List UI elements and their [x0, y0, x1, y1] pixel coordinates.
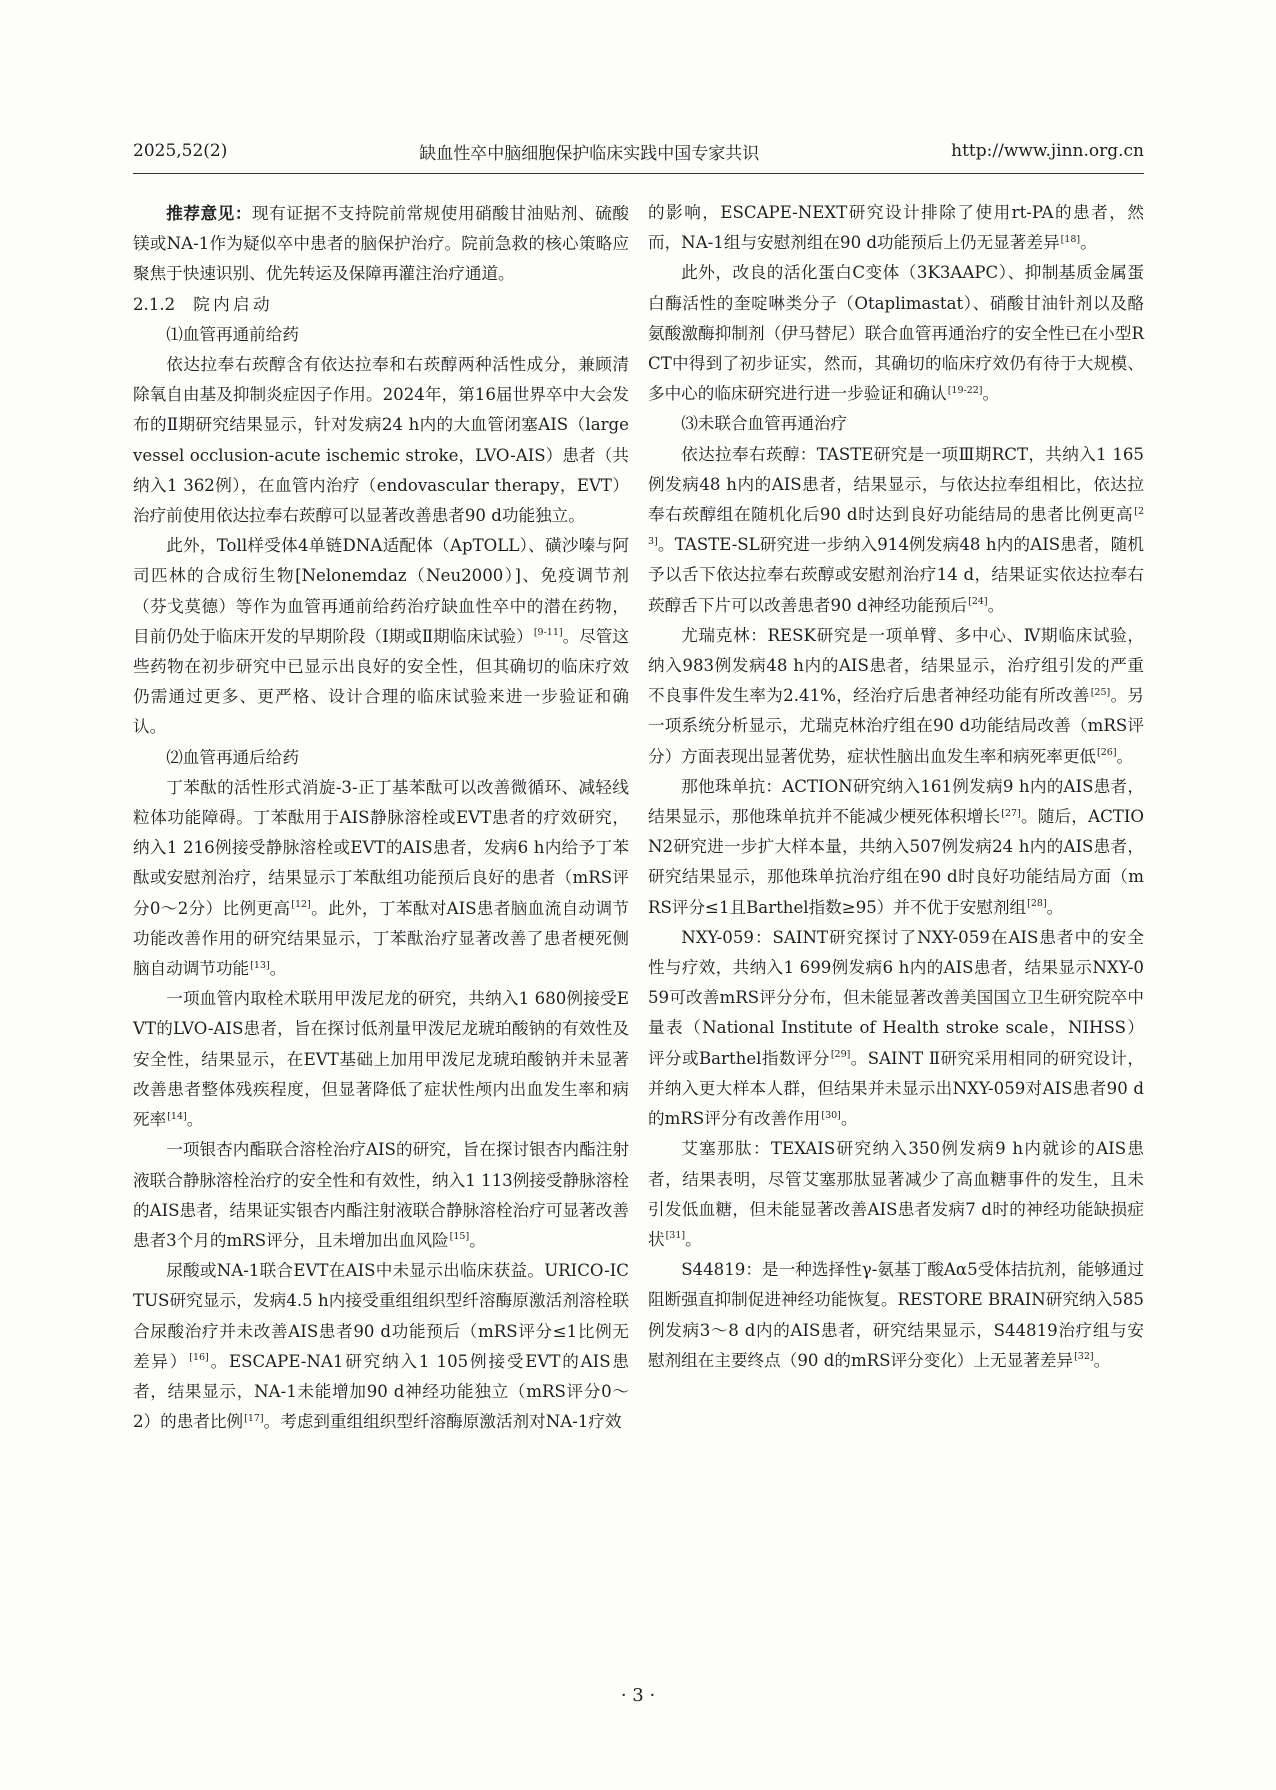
citation: [25] — [1090, 686, 1111, 698]
citation: [19-22] — [947, 384, 983, 396]
header-rule — [133, 173, 1144, 174]
citation: [12] — [291, 899, 311, 911]
paragraph-exenatide: 艾塞那肽：TEXAIS研究纳入350例发病9 h内就诊的AIS患者，结果表明，尽管艾塞那肽显著减少了高血糖事件的发生，且未引发低血糖，但未能显著改善AIS患者发病7 d时的神经功能缺损症状[31]。 — [648, 1139, 1144, 1249]
citation: [29] — [830, 1049, 851, 1061]
citation: [23] — [648, 505, 1144, 547]
section-heading — [133, 290, 629, 320]
citation: [27] — [1001, 807, 1021, 819]
section-number: 2.1.2 — [133, 294, 176, 314]
paragraph-edaravone-dexborneol: 依达拉奉右莰醇含有依达拉奉和右莰醇两种活性成分，兼顾清除氧自由基及抑制炎症因子作用。2024年，第16届世界卒中大会发布的Ⅱ期研究结果显示，针对发病24 h内的大血管闭塞AIS（large vessel occlusion-acute ischemic stroke，LVO-AIS）患者（共纳入1 362例），在血管内治疗（endovascular therapy，EVT）治疗前使用依达拉奉右莰醇可以显著改善患者90 d功能独立。 — [133, 355, 629, 526]
right-column — [648, 198, 1144, 1376]
citation: [18] — [1060, 233, 1081, 245]
citation: [14] — [167, 1110, 187, 1122]
page-number: · 3 · — [620, 1685, 656, 1706]
citation: [30] — [821, 1109, 841, 1121]
journal-url: http://www.jinn.org.cn — [951, 141, 1144, 161]
citation: [26] — [1097, 747, 1117, 759]
recommendation-paragraph — [133, 198, 629, 290]
citation: [17] — [244, 1412, 264, 1424]
paragraph-urinary-kallidinogenase: 尤瑞克林：RESK研究是一项单臂、多中心、Ⅳ期临床试验，纳入983例发病48 h内的AIS患者，结果显示，治疗组引发的严重不良事件发生率为2.41%，经治疗后患者神经功能有所改善[25]。另一项系统分析显示，尤瑞克林治疗组在90 d功能结局改善（mRS评分）方面表现出显著优势，症状性脑出血发生率和病死率更低[26]。 — [648, 625, 1144, 766]
citation: [9-11] — [533, 627, 563, 639]
citation: [16] — [189, 1352, 209, 1364]
paragraph-ginkgolide: 一项银杏内酯联合溶栓治疗AIS的研究，旨在探讨银杏内酯注射液联合静脉溶栓治疗的安全性和有效性，纳入1 113例接受静脉溶栓的AIS患者，结果证实银杏内酯注射液联合静脉溶栓治疗可显著改善患者3个月的mRS评分，且未增加出血风险[15]。 — [133, 1140, 629, 1250]
recommendation-text: 现有证据不支持院前常规使用硝酸甘油贴剂、硫酸镁或NA-1作为疑似卒中患者的脑保护治疗。院前急救的核心策略应聚焦于快速识别、优先转运及保障再灌注治疗通道。 — [133, 204, 629, 284]
paragraph-other-agents: 此外，改良的活化蛋白C变体（3K3AAPC）、抑制基质金属蛋白酶活性的奎啶啉类分子（Otaplimastat）、硝酸甘油针剂以及酪氨酸激酶抑制剂（伊马替尼）联合血管再通治疗的安全性已在小型RCT中得到了初步证实，然而，其确切的临床疗效仍有待于大规模、多中心的临床研究进行进一步验证和确认[19-22]。 — [648, 263, 1144, 404]
section-title: 院内启动 — [193, 294, 273, 314]
citation: [31] — [665, 1230, 686, 1242]
paragraph-uric-acid-na1: 尿酸或NA-1联合EVT在AIS中未显示出临床获益。URICO-ICTUS研究显示，发病4.5 h内接受重组组织型纤溶酶原激活剂溶栓联合尿酸治疗并未改善AIS患者90 d功能预后（mRS评分≤1比例无差异）[16]。ESCAPE-NA1研究纳入1 105例接受EVT的AIS患者，结果显示，NA-1未能增加90 d神经功能独立（mRS评分0～2）的患者比例[17]。考虑到重组组织型纤溶酶原激活剂对NA-1疗效 — [133, 1261, 629, 1432]
subheading-post-recanalization: ⑵血管再通后给药 — [166, 747, 299, 767]
citation: [24] — [968, 596, 988, 608]
paragraph-butylphthalide: 丁苯酞的活性形式消旋-3-正丁基苯酞可以改善微循环、减轻线粒体功能障碍。丁苯酞用于AIS静脉溶栓或EVT患者的疗效研究，纳入1 216例接受静脉溶栓或EVT的AIS患者，发病6 h内给予丁苯酞或安慰剂治疗，结果显示丁苯酞组功能预后良好的患者（mRS评分0～2分）比例更高[12]。此外，丁苯酞对AIS患者脑血流自动调节功能改善作用的研究结果显示，丁苯酞治疗显著改善了患者梗死侧脑自动调节功能[13]。 — [133, 777, 629, 979]
left-column — [133, 198, 629, 1437]
running-header — [133, 136, 1144, 166]
recommendation-label: 推荐意见： — [166, 203, 252, 223]
paragraph-methylprednisolone: 一项血管内取栓术联用甲泼尼龙的研究，共纳入1 680例接受EVT的LVO-AIS患者，旨在探讨低剂量甲泼尼龙琥珀酸钠的有效性及安全性，结果显示，在EVT基础上加用甲泼尼龙琥珀酸钠并未显著改善患者整体残疾程度，但显著降低了症状性颅内出血发生率和病死率[14]。 — [133, 989, 629, 1130]
journal-issue: 2025,52(2) — [133, 141, 228, 161]
article-short-title: 缺血性卒中脑细胞保护临床实践中国专家共识 — [419, 143, 760, 164]
paragraph-natalizumab: 那他珠单抗：ACTION研究纳入161例发病9 h内的AIS患者，结果显示，那他珠单抗并不能减少梗死体积增长[27]。随后，ACTION2研究进一步扩大样本量，共纳入507例发病24 h内的AIS患者，研究结果显示，那他珠单抗治疗组在90 d时良好功能结局方面（mRS评分≤1且Barthel指数≥95）并不优于安慰剂组[28]。 — [648, 776, 1144, 917]
citation: [32] — [1074, 1351, 1094, 1363]
paragraph-nxy-059: NXY-059：SAINT研究探讨了NXY-059在AIS患者中的安全性与疗效，共纳入1 699例发病6 h内的AIS患者，结果显示NXY-059可改善mRS评分分布，但未能显著改善美国国立卫生研究院卒中量表（National Institute of Health stroke scale，NIHSS）评分或Barthel指数评分[29]。SAINT Ⅱ研究采用相同的研究设计，并纳入更大样本人群，但结果并未显示出NXY-059对AIS患者90 d的mRS评分有改善作用[30]。 — [648, 927, 1144, 1129]
paragraph-taste: 依达拉奉右莰醇：TASTE研究是一项Ⅲ期RCT，共纳入1 165例发病48 h内的AIS患者，结果显示，与依达拉奉组相比，依达拉奉右莰醇组在随机化后90 d时达到良好功能结局的患者比例更高[23]。TASTE-SL研究进一步纳入914例发病48 h内的AIS患者，随机予以舌下依达拉奉右莰醇或安慰剂治疗14 d，结果证实依达拉奉右莰醇舌下片可以改善患者90 d神经功能预后[24]。 — [648, 444, 1144, 615]
citation: [13] — [250, 959, 270, 971]
paragraph-s44819: S44819：是一种选择性γ-氨基丁酸Aα5受体拮抗剂，能够通过阻断强直抑制促进神经功能恢复。RESTORE BRAIN研究纳入585例发病3～8 d内的AIS患者，研究结果显示，S44819治疗组与安慰剂组在主要终点（90 d的mRS评分变化）上无显著差异[32]。 — [648, 1260, 1144, 1370]
citation: [15] — [449, 1231, 470, 1243]
citation: [28] — [1027, 898, 1047, 910]
paragraph-escape-next-continued: 的影响，ESCAPE-NEXT研究设计排除了使用rt-PA的患者，然而，NA-1组与安慰剂组在90 d功能预后上仍无显著差异[18]。 — [648, 203, 1144, 253]
subheading-no-recanalization: ⑶未联合血管再通治疗 — [681, 414, 848, 434]
subheading-pre-recanalization: ⑴血管再通前给药 — [166, 324, 299, 344]
paragraph-early-stage-drugs: 此外，Toll样受体4单链DNA适配体（ApTOLL）、磺沙嗪与阿司匹林的合成衍生物[Nelonemdaz（Neu2000）]、免疫调节剂（芬戈莫德）等作为血管再通前给药治疗缺血性卒中的潜在药物，目前仍处于临床开发的早期阶段（Ⅰ期或Ⅱ期临床试验）[9-11]。尽管这些药物在初步研究中已显示出良好的安全性，但其确切的临床疗效仍需通过更多、更严格、设计合理的临床试验来进一步验证和确认。 — [133, 536, 630, 737]
